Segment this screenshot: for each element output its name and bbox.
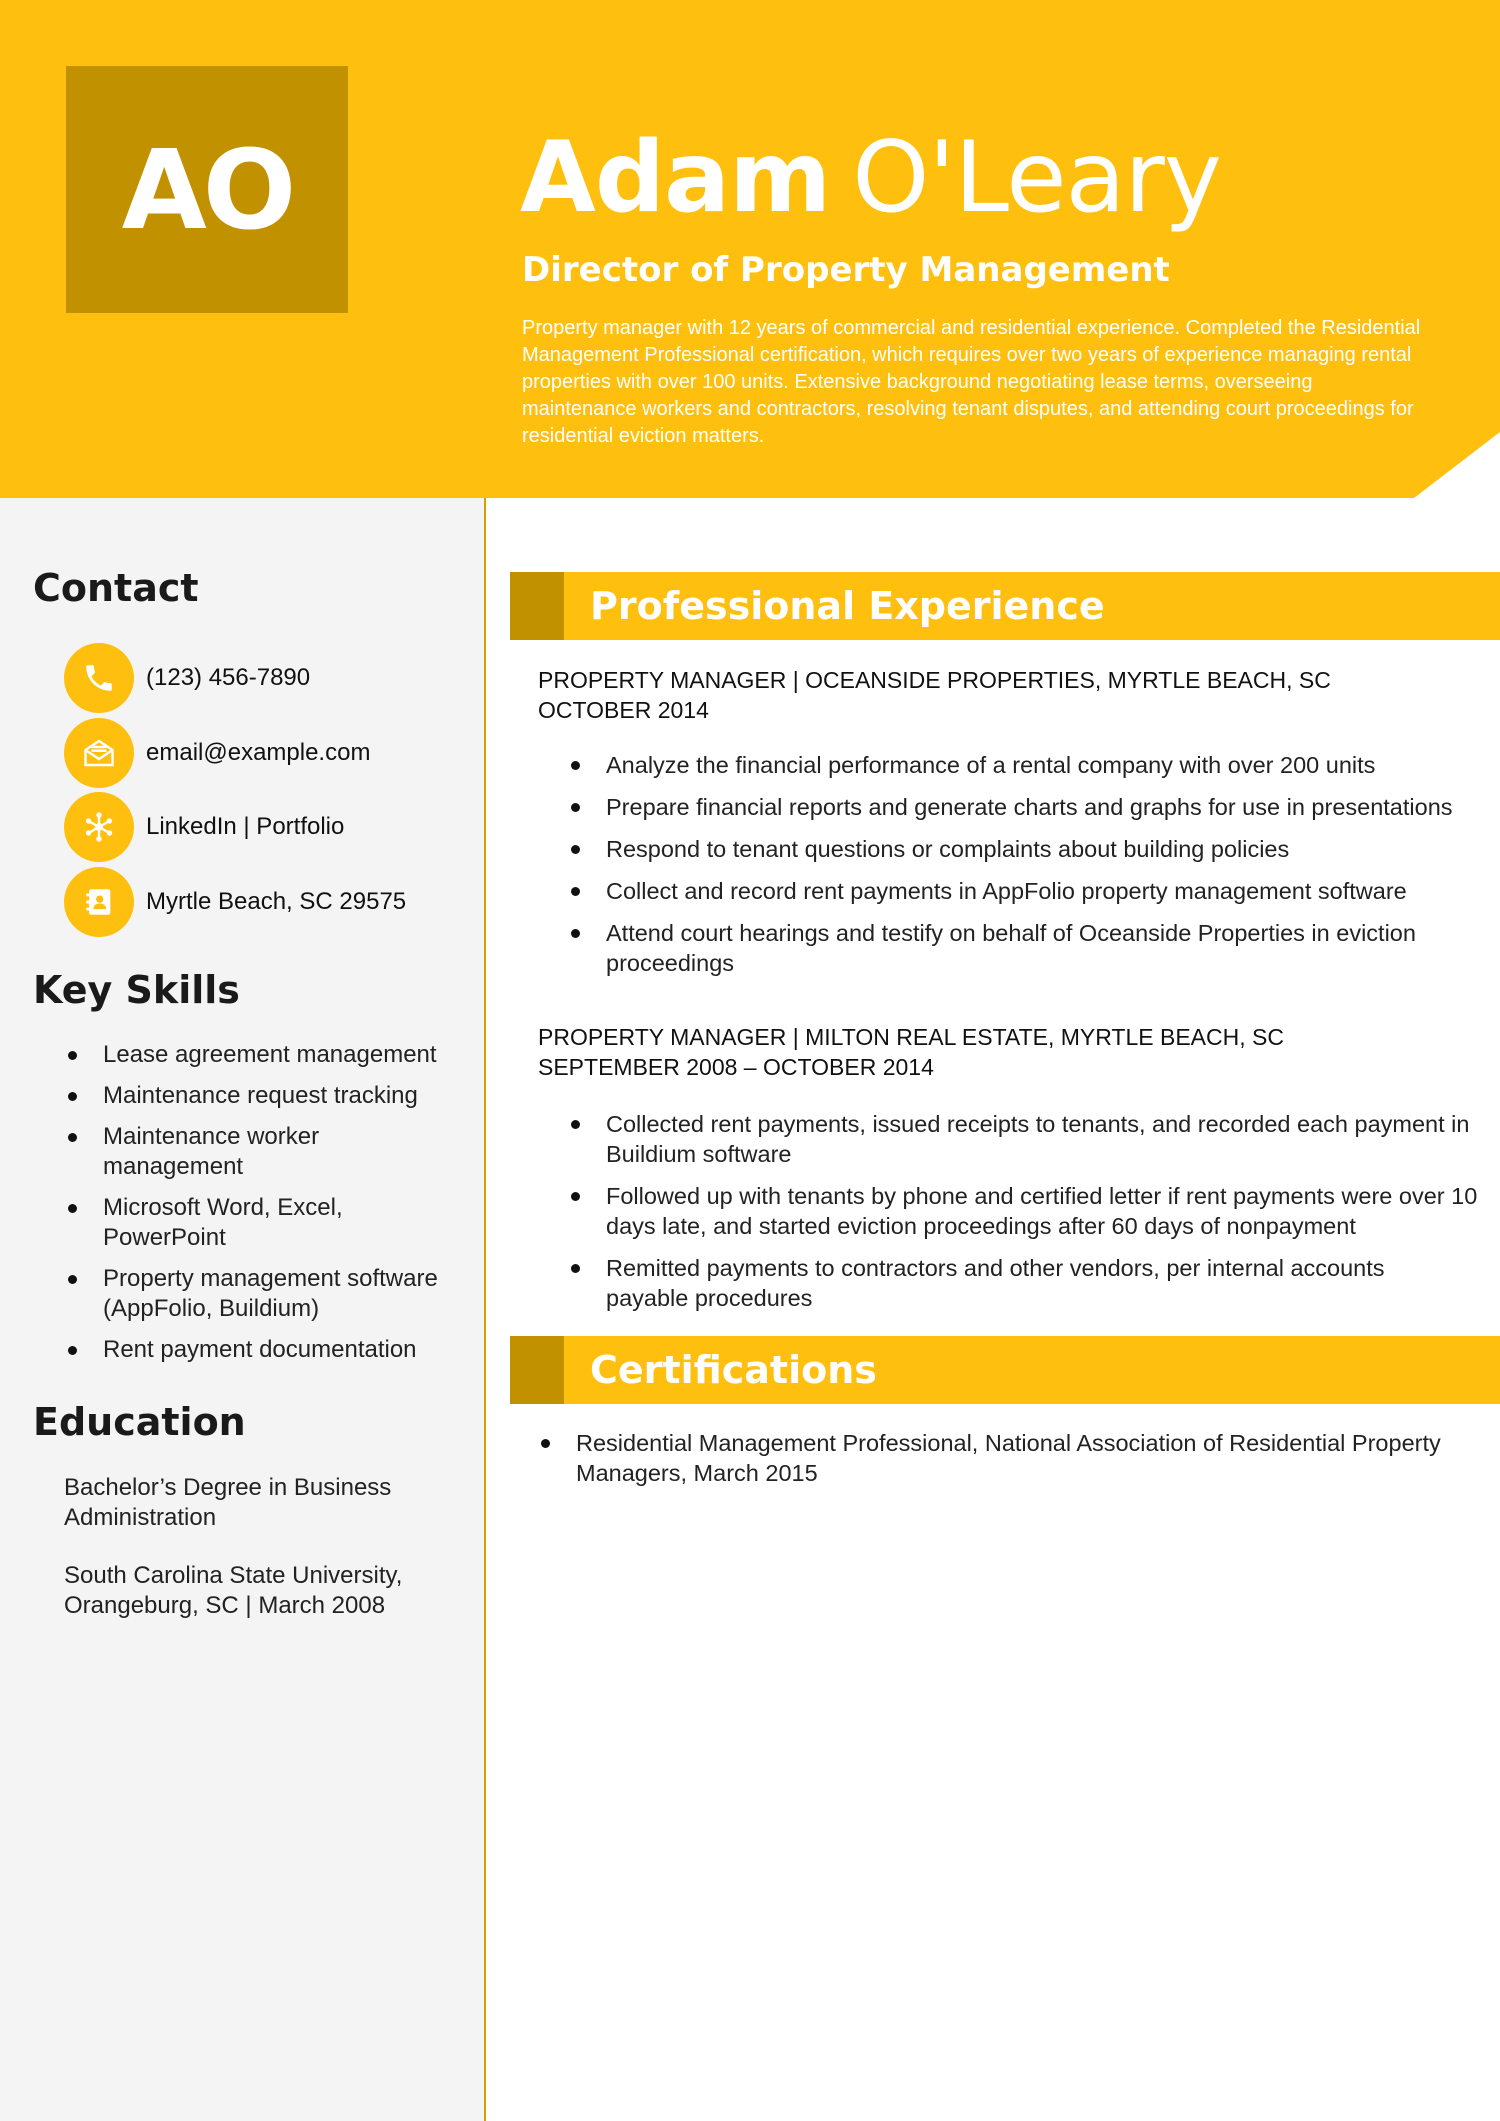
job-1-dates: OCTOBER 2014: [538, 697, 709, 723]
contact-links: [64, 792, 344, 862]
contact-email: [64, 718, 370, 788]
list-item: Lease agreement management: [64, 1040, 454, 1070]
location: Myrtle Beach, SC 29575: [146, 888, 407, 915]
first-name: Adam: [520, 121, 831, 235]
job-title: Director of Property Management: [522, 250, 1170, 290]
certifications-heading: Certifications: [590, 1348, 877, 1392]
education-school: South Carolina State University, Orangeburg, SC | March 2008: [64, 1562, 403, 1619]
list-item: Maintenance worker management: [64, 1122, 403, 1182]
contact-heading: Contact: [33, 566, 199, 610]
education-degree: Bachelor’s Degree in Business Administration: [64, 1474, 392, 1531]
list-item: Rent payment documentation: [64, 1335, 454, 1365]
header-corner-notch: [1414, 432, 1500, 498]
list-item: Property management software (AppFolio, Buildium): [64, 1264, 454, 1324]
job-1-title: PROPERTY MANAGER | OCEANSIDE PROPERTIES, MYRTLE BEACH, SC: [538, 667, 1331, 693]
phone-icon: [64, 643, 134, 713]
experience-heading: Professional Experience: [590, 584, 1105, 628]
contact-phone: [64, 643, 310, 713]
certifications-list: [538, 1428, 1468, 1500]
monogram-badge: AO: [66, 66, 348, 313]
certifications-section-bar: [510, 1336, 1500, 1404]
list-item: Followed up with tenants by phone and certified letter if rent payments were over 10 days late, and started eviction proceedings after 60 days of nonpayment: [568, 1181, 1486, 1241]
network-icon: [64, 792, 134, 862]
address-book-icon: [64, 867, 134, 937]
resume-header: [0, 0, 1500, 498]
last-name: O'Leary: [852, 121, 1221, 235]
job-2-dates: SEPTEMBER 2008 – OCTOBER 2014: [538, 1054, 934, 1080]
list-item: Prepare financial reports and generate charts and graphs for use in presentations: [568, 792, 1468, 822]
list-item: Attend court hearings and testify on behalf of Oceanside Properties in eviction proceedings: [568, 918, 1466, 978]
list-item: Microsoft Word, Excel, PowerPoint: [64, 1193, 403, 1253]
list-item: Analyze the financial performance of a rental company with over 200 units: [568, 750, 1468, 780]
section-bar-tab: [510, 572, 564, 640]
email-address[interactable]: email@example.com: [146, 739, 371, 766]
list-item: Respond to tenant questions or complaints about building policies: [568, 834, 1468, 864]
contact-location: [64, 867, 406, 937]
job-2-title: PROPERTY MANAGER | MILTON REAL ESTATE, MYRTLE BEACH, SC: [538, 1024, 1284, 1050]
skills-heading: Key Skills: [33, 968, 240, 1012]
skills-list: [64, 1040, 454, 1376]
profile-links[interactable]: LinkedIn | Portfolio: [146, 813, 345, 840]
list-item: Collected rent payments, issued receipts to tenants, and recorded each payment in Buildium software: [568, 1109, 1486, 1169]
job-2-bullets: [568, 1109, 1478, 1325]
list-item: Collect and record rent payments in AppFolio property management software: [568, 876, 1468, 906]
experience-section-bar: [510, 572, 1500, 640]
summary-paragraph: Property manager with 12 years of commercial and residential experience. Completed the Residential Management Professional certification, which requires over two years of experience managing rental properties with over 100 units. Extensive background negotiating lease terms, overseeing maintenance workers and contractors, resolving tenant disputes, and attending court proceedings for residential eviction matters.: [522, 317, 1421, 447]
education-heading: Education: [33, 1400, 246, 1444]
job-1-bullets: [568, 750, 1468, 990]
candidate-name: [520, 118, 1221, 238]
mail-icon: [64, 718, 134, 788]
list-item: Residential Management Professional, National Association of Residential Property Managers, March 2015: [538, 1428, 1456, 1488]
phone-number: (123) 456-7890: [146, 664, 311, 691]
section-bar-tab: [510, 1336, 564, 1404]
list-item: Remitted payments to contractors and other vendors, per internal accounts payable procedures: [568, 1253, 1446, 1313]
list-item: Maintenance request tracking: [64, 1081, 454, 1111]
